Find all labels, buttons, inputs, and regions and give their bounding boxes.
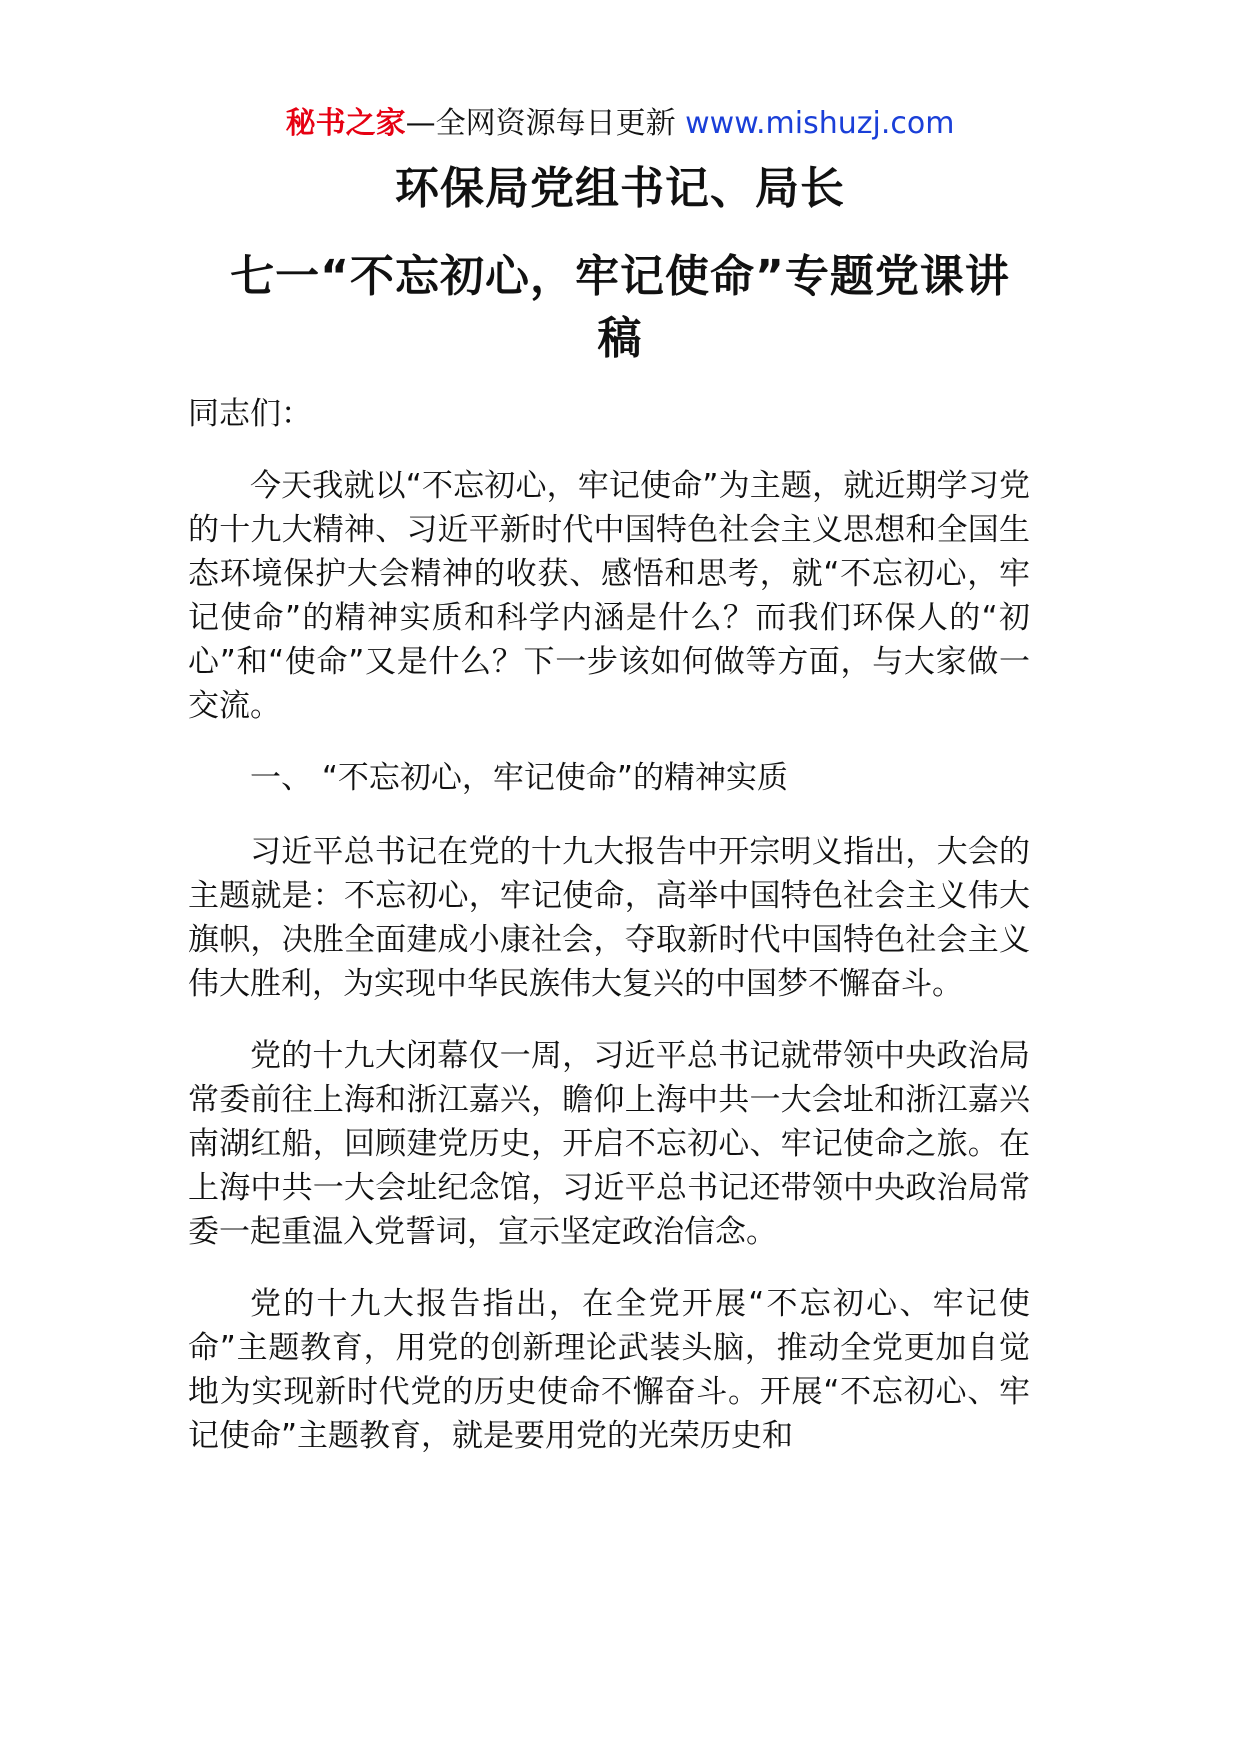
greeting: 同志们： (188, 396, 312, 432)
paragraph: 习近平总书记在党的十九大报告中开宗明义指出，大会的主题就是：不忘初心，牢记使命，高举中国特色社会主义伟大旗帜，决胜全面建成小康社会，夺取新时代中国特色社会主义伟大胜利，为实现中华民族伟大复兴的中国梦不懈奋斗。 (188, 834, 1030, 1002)
document-title (150, 246, 1090, 370)
section-heading: 一、 “不忘初心，牢记使命”的精神实质 (250, 760, 788, 796)
document-title-line1: 环保局党组书记、局长 (395, 163, 845, 214)
paragraph: 党的十九大报告指出，在全党开展“不忘初心、牢记使命”主题教育，用党的创新理论武装头脑，推动全党更加自觉地为实现新时代党的历史使命不懈奋斗。开展“不忘初心、牢记使命”主题教育，就是要用党的光荣历史和 (188, 1286, 1030, 1454)
site-tagline: —全网资源每日更新 (405, 106, 686, 141)
document-title-line3: 稿 (597, 313, 643, 364)
site-header (0, 104, 1240, 144)
paragraph-intro: 今天我就以“不忘初心，牢记使命”为主题，就近期学习党的十九大精神、习近平新时代中国特色社会主义思想和全国生态环境保护大会精神的收获、感悟和思考，就“不忘初心，牢记使命”的精神实质和科学内涵是什么？而我们环保人的“初心”和“使命”又是什么？下一步该如何做等方面，与大家做一交流。 (188, 468, 1030, 724)
document-title-line2: 七一“不忘初心，牢记使命”专题党课讲 (230, 251, 1010, 302)
paragraph: 党的十九大闭幕仅一周，习近平总书记就带领中央政治局常委前往上海和浙江嘉兴，瞻仰上海中共一大会址和浙江嘉兴南湖红船，回顾建党历史，开启不忘初心、牢记使命之旅。在上海中共一大会址纪念馆，习近平总书记还带领中央政治局常委一起重温入党誓词，宣示坚定政治信念。 (188, 1038, 1030, 1250)
site-url[interactable]: www.mishuzj.com (685, 106, 955, 141)
document-body (188, 392, 1030, 1486)
site-brand: 秘书之家 (285, 106, 406, 141)
